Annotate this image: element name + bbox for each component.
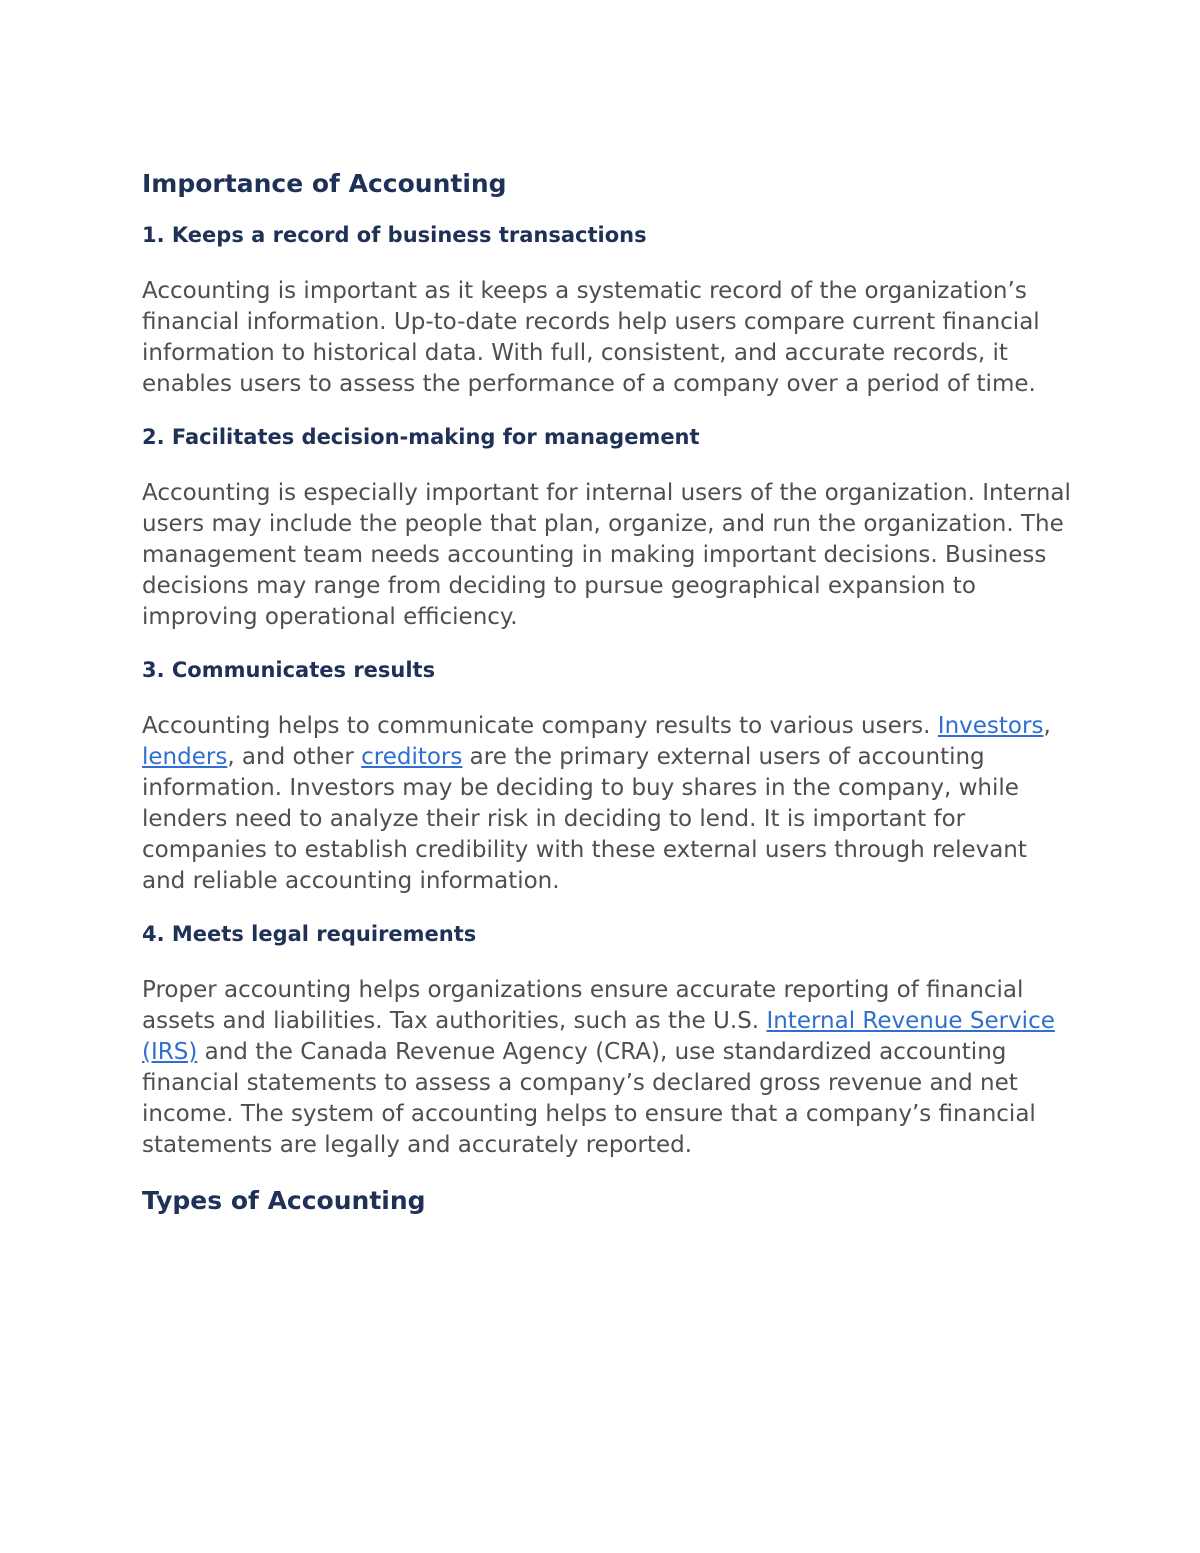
investors-link[interactable]: Investors bbox=[937, 713, 1044, 739]
page-title: Importance of Accounting bbox=[142, 169, 507, 198]
section-2-body: Accounting is especially important for internal users of the organization. Internal users may include the people that plan, organize, and run the organization. The management team needs accounting in making important decisions. Business decisions may range from deciding to pursue geographical expansion to improving operational efficiency. bbox=[142, 480, 1071, 630]
section-4-text-1: Proper accounting helps organizations ensure accurate reporting of financial assets and liabilities. Tax authorities, such as the U.S. bbox=[142, 977, 1024, 1034]
section-3-heading: 3. Communicates results bbox=[142, 658, 436, 682]
section-1-body: Accounting is important as it keeps a systematic record of the organization’s financial information. Up-to-date records help users compare current financial information to historical data. With full, consistent, and accurate records, it enables users to assess the performance of a company over a period of time. bbox=[142, 278, 1040, 397]
section-3-text-1: Accounting helps to communicate company results to various users. bbox=[142, 713, 938, 739]
section-4-heading: 4. Meets legal requirements bbox=[142, 922, 477, 946]
section-4-text-2: and the Canada Revenue Agency (CRA), use standardized accounting financial statements to assess a company’s declared gross revenue and net income. The system of accounting helps to ensure that a company’s financial statements are legally and accurately reported. bbox=[142, 1039, 1036, 1158]
lenders-link[interactable]: lenders bbox=[142, 744, 228, 770]
section-3-text-4: are the primary external users of accounting information. Investors may be deciding to buy shares in the company, while lenders need to analyze their risk in deciding to lend. It is important for companies to establish credibility with these external users through relevant and reliable accounting information. bbox=[142, 744, 1027, 894]
section-2-heading: 2. Facilitates decision-making for management bbox=[142, 425, 700, 449]
creditors-link[interactable]: creditors bbox=[361, 744, 463, 770]
section-3-body bbox=[142, 711, 1072, 897]
section-3-text-3: , and other bbox=[227, 744, 362, 770]
document-page bbox=[142, 166, 1072, 1219]
section-4-body bbox=[142, 975, 1072, 1161]
section-1-heading: 1. Keeps a record of business transactions bbox=[142, 223, 647, 247]
section-3-text-2: , bbox=[1043, 713, 1051, 739]
types-of-accounting-heading: Types of Accounting bbox=[142, 1186, 426, 1215]
irs-link[interactable]: Internal Revenue Service (IRS) bbox=[142, 1008, 1055, 1065]
